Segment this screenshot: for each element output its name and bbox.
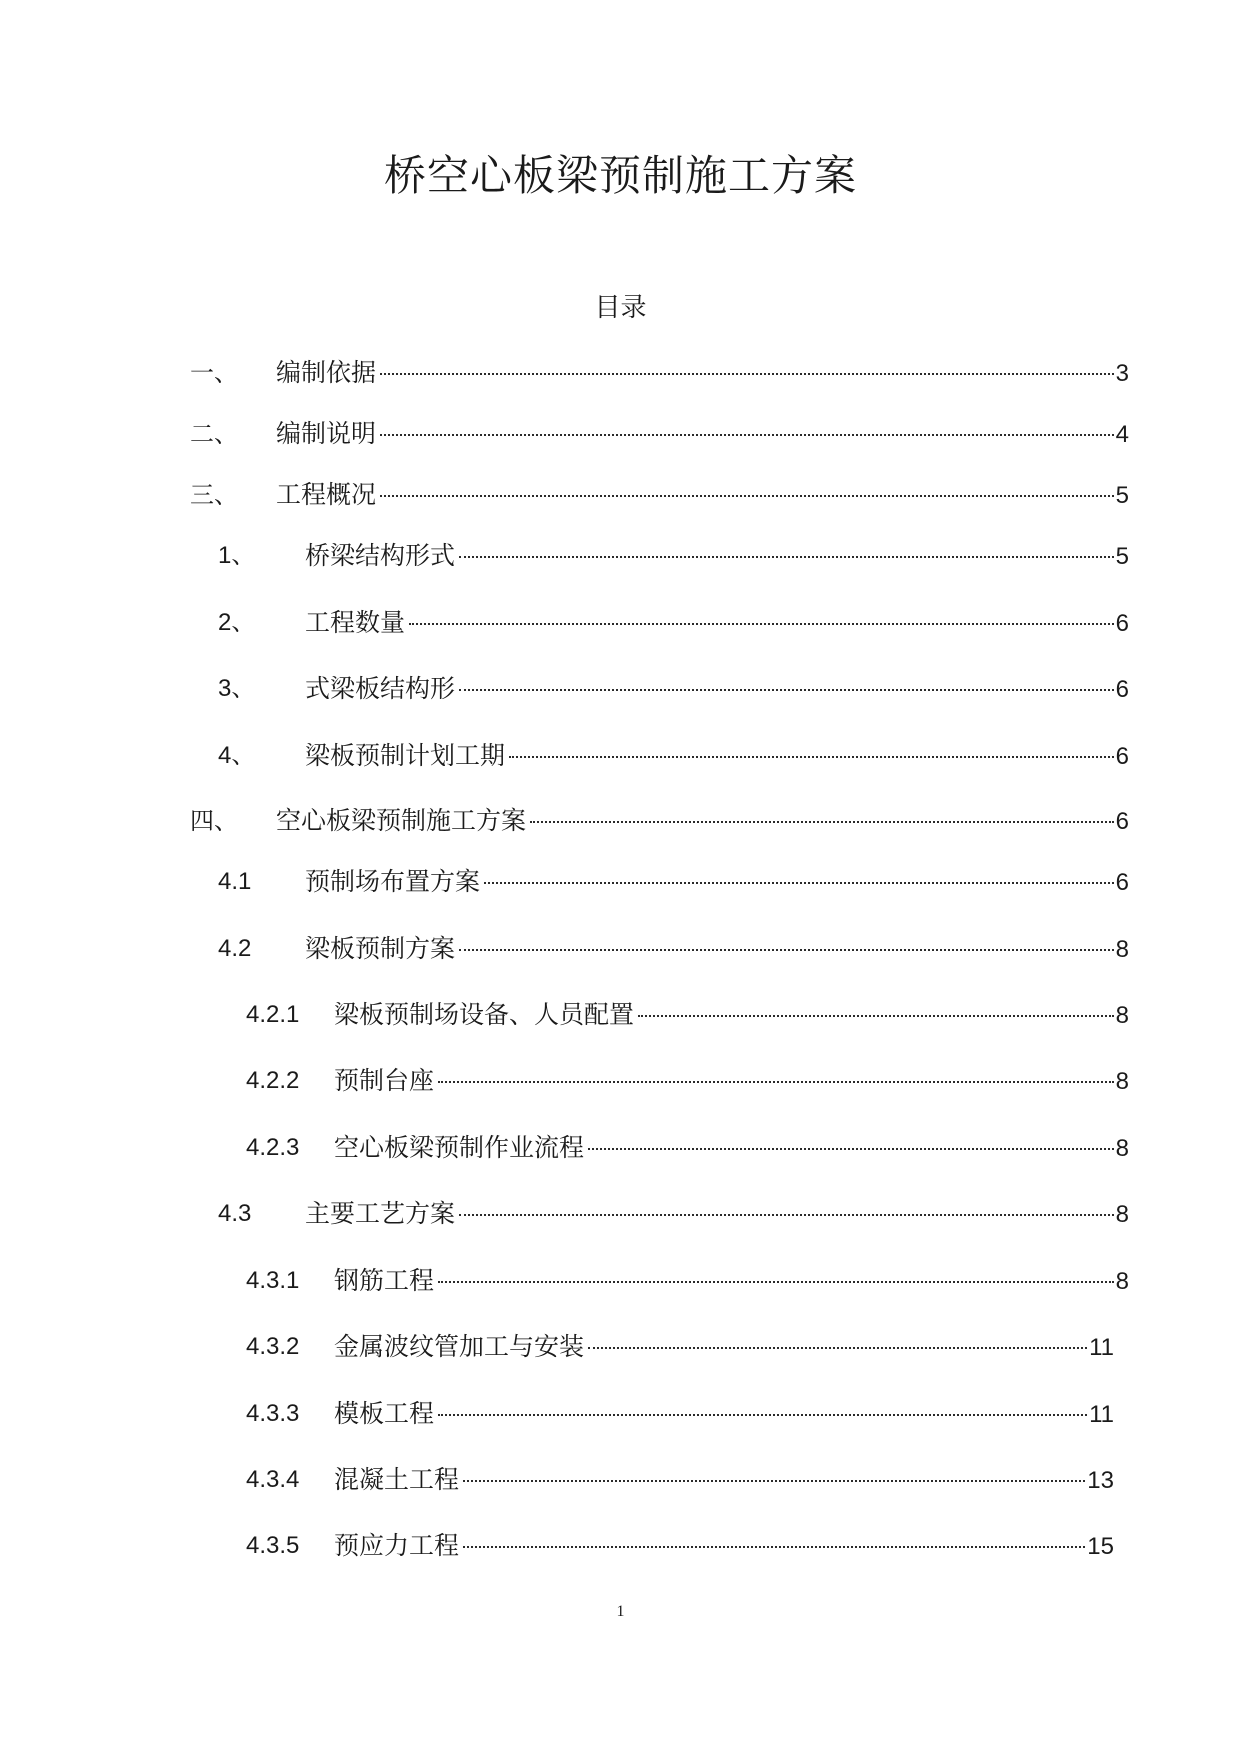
toc-entry-title: 空心板梁预制作业流程 — [334, 1133, 585, 1162]
toc-entry[interactable] — [0, 1261, 1241, 1301]
toc-entry-page: 6 — [1115, 676, 1129, 703]
toc-entry-number: 4.3 — [218, 1200, 252, 1227]
toc-entry-number: 一、 — [190, 359, 238, 387]
toc-entry-page: 8 — [1115, 1268, 1129, 1295]
toc-entry-title: 金属波纹管加工与安装 — [334, 1332, 585, 1361]
toc-entry-title: 梁板预制方案 — [305, 934, 456, 963]
toc-entry-number: 2、 — [218, 609, 256, 636]
toc-leader-dots — [588, 1346, 1087, 1349]
toc-entry[interactable] — [0, 862, 1241, 902]
toc-entry-page: 6 — [1115, 869, 1129, 896]
toc-leader-dots — [380, 372, 1114, 375]
toc-entry-page: 6 — [1115, 610, 1129, 637]
toc-entry-page: 8 — [1115, 1002, 1129, 1029]
toc-entry[interactable] — [0, 414, 1241, 454]
toc-entry-number: 4、 — [218, 742, 256, 769]
toc-entry-number: 4.2.3 — [246, 1134, 300, 1161]
toc-entry-number: 1、 — [218, 542, 256, 569]
toc-leader-dots — [438, 1413, 1087, 1416]
toc-entry-page: 8 — [1115, 1135, 1129, 1162]
toc-entry-number: 3、 — [218, 675, 256, 702]
toc-entry-title: 编制说明 — [276, 419, 377, 448]
toc-entry-page: 6 — [1115, 743, 1129, 770]
toc-entry[interactable] — [0, 1327, 1241, 1367]
toc-entry-title: 式梁板结构形 — [305, 674, 456, 703]
toc-entry[interactable] — [0, 1526, 1241, 1566]
toc-entry[interactable] — [0, 1460, 1241, 1500]
toc-entry[interactable] — [0, 603, 1241, 643]
toc-entry-title: 桥梁结构形式 — [305, 541, 456, 570]
toc-entry-number: 4.3.5 — [246, 1532, 300, 1559]
toc-entry-title: 空心板梁预制施工方案 — [276, 806, 527, 835]
toc-entry-title: 主要工艺方案 — [305, 1199, 456, 1228]
toc-entry[interactable] — [0, 801, 1241, 841]
toc-entry-number: 4.2.2 — [246, 1067, 300, 1094]
toc-entry-title: 工程数量 — [305, 608, 406, 637]
toc-entry-page: 6 — [1115, 808, 1129, 835]
document-title: 桥空心板梁预制施工方案 — [383, 151, 857, 200]
toc-entry-title: 预制场布置方案 — [305, 867, 481, 896]
toc-entry-number: 三、 — [190, 481, 238, 509]
toc-leader-dots — [530, 820, 1114, 823]
toc-entry-number: 4.3.3 — [246, 1400, 300, 1427]
toc-entry-title: 钢筋工程 — [334, 1266, 435, 1295]
toc-entry-number: 4.2.1 — [246, 1001, 300, 1028]
toc-entry-title: 模板工程 — [334, 1399, 435, 1428]
toc-entry-page: 5 — [1115, 482, 1129, 509]
toc-entry-number: 4.2 — [218, 935, 252, 962]
toc-entry[interactable] — [0, 1194, 1241, 1234]
toc-entry[interactable] — [0, 1128, 1241, 1168]
toc-entry-page: 13 — [1087, 1467, 1114, 1494]
toc-entry-page: 3 — [1115, 360, 1129, 387]
toc-entry-title: 梁板预制场设备、人员配置 — [334, 1000, 635, 1029]
toc-entry-title: 预应力工程 — [334, 1531, 460, 1560]
toc-entry-page: 8 — [1115, 1068, 1129, 1095]
toc-leader-dots — [438, 1280, 1114, 1283]
toc-leader-dots — [380, 494, 1114, 497]
toc-entry-title: 混凝土工程 — [334, 1465, 460, 1494]
toc-entry-title: 预制台座 — [334, 1066, 435, 1095]
toc-entry-page: 11 — [1089, 1401, 1114, 1428]
toc-entry-number: 4.3.1 — [246, 1267, 300, 1294]
toc-leader-dots — [638, 1014, 1114, 1017]
toc-entry-page: 5 — [1115, 543, 1129, 570]
toc-leader-dots — [459, 555, 1114, 558]
toc-entry-page: 15 — [1087, 1533, 1114, 1560]
toc-entry-number: 4.3.4 — [246, 1466, 300, 1493]
toc-entry[interactable] — [0, 929, 1241, 969]
toc-leader-dots — [509, 755, 1114, 758]
toc-leader-dots — [459, 688, 1114, 691]
toc-entry-number: 二、 — [190, 420, 238, 448]
toc-entry-number: 四、 — [190, 807, 238, 835]
toc-entry[interactable] — [0, 536, 1241, 576]
toc-leader-dots — [459, 948, 1114, 951]
toc-entry[interactable] — [0, 1061, 1241, 1101]
toc-leader-dots — [463, 1479, 1085, 1482]
toc-leader-dots — [463, 1545, 1085, 1548]
toc-entry[interactable] — [0, 1394, 1241, 1434]
page-number: 1 — [616, 1603, 625, 1620]
toc-entry-page: 8 — [1115, 1201, 1129, 1228]
toc-entry-title: 梁板预制计划工期 — [305, 741, 506, 770]
toc-entry-page: 4 — [1115, 421, 1129, 448]
toc-entry[interactable] — [0, 669, 1241, 709]
toc-leader-dots — [380, 433, 1114, 436]
toc-entry-title: 编制依据 — [276, 358, 377, 387]
toc-entry[interactable] — [0, 475, 1241, 515]
toc-entry[interactable] — [0, 736, 1241, 776]
toc-leader-dots — [409, 622, 1114, 625]
toc-entry-title: 工程概况 — [276, 480, 377, 509]
toc-leader-dots — [484, 881, 1114, 884]
toc-entry-page: 8 — [1115, 936, 1129, 963]
toc-leader-dots — [588, 1147, 1114, 1150]
toc-entry[interactable] — [0, 995, 1241, 1035]
toc-heading: 目录 — [594, 293, 647, 323]
toc-leader-dots — [438, 1080, 1114, 1083]
toc-entry-page: 11 — [1089, 1334, 1114, 1361]
toc-entry-number: 4.3.2 — [246, 1333, 300, 1360]
toc-entry[interactable] — [0, 353, 1241, 393]
toc-leader-dots — [459, 1213, 1114, 1216]
toc-entry-number: 4.1 — [218, 868, 252, 895]
